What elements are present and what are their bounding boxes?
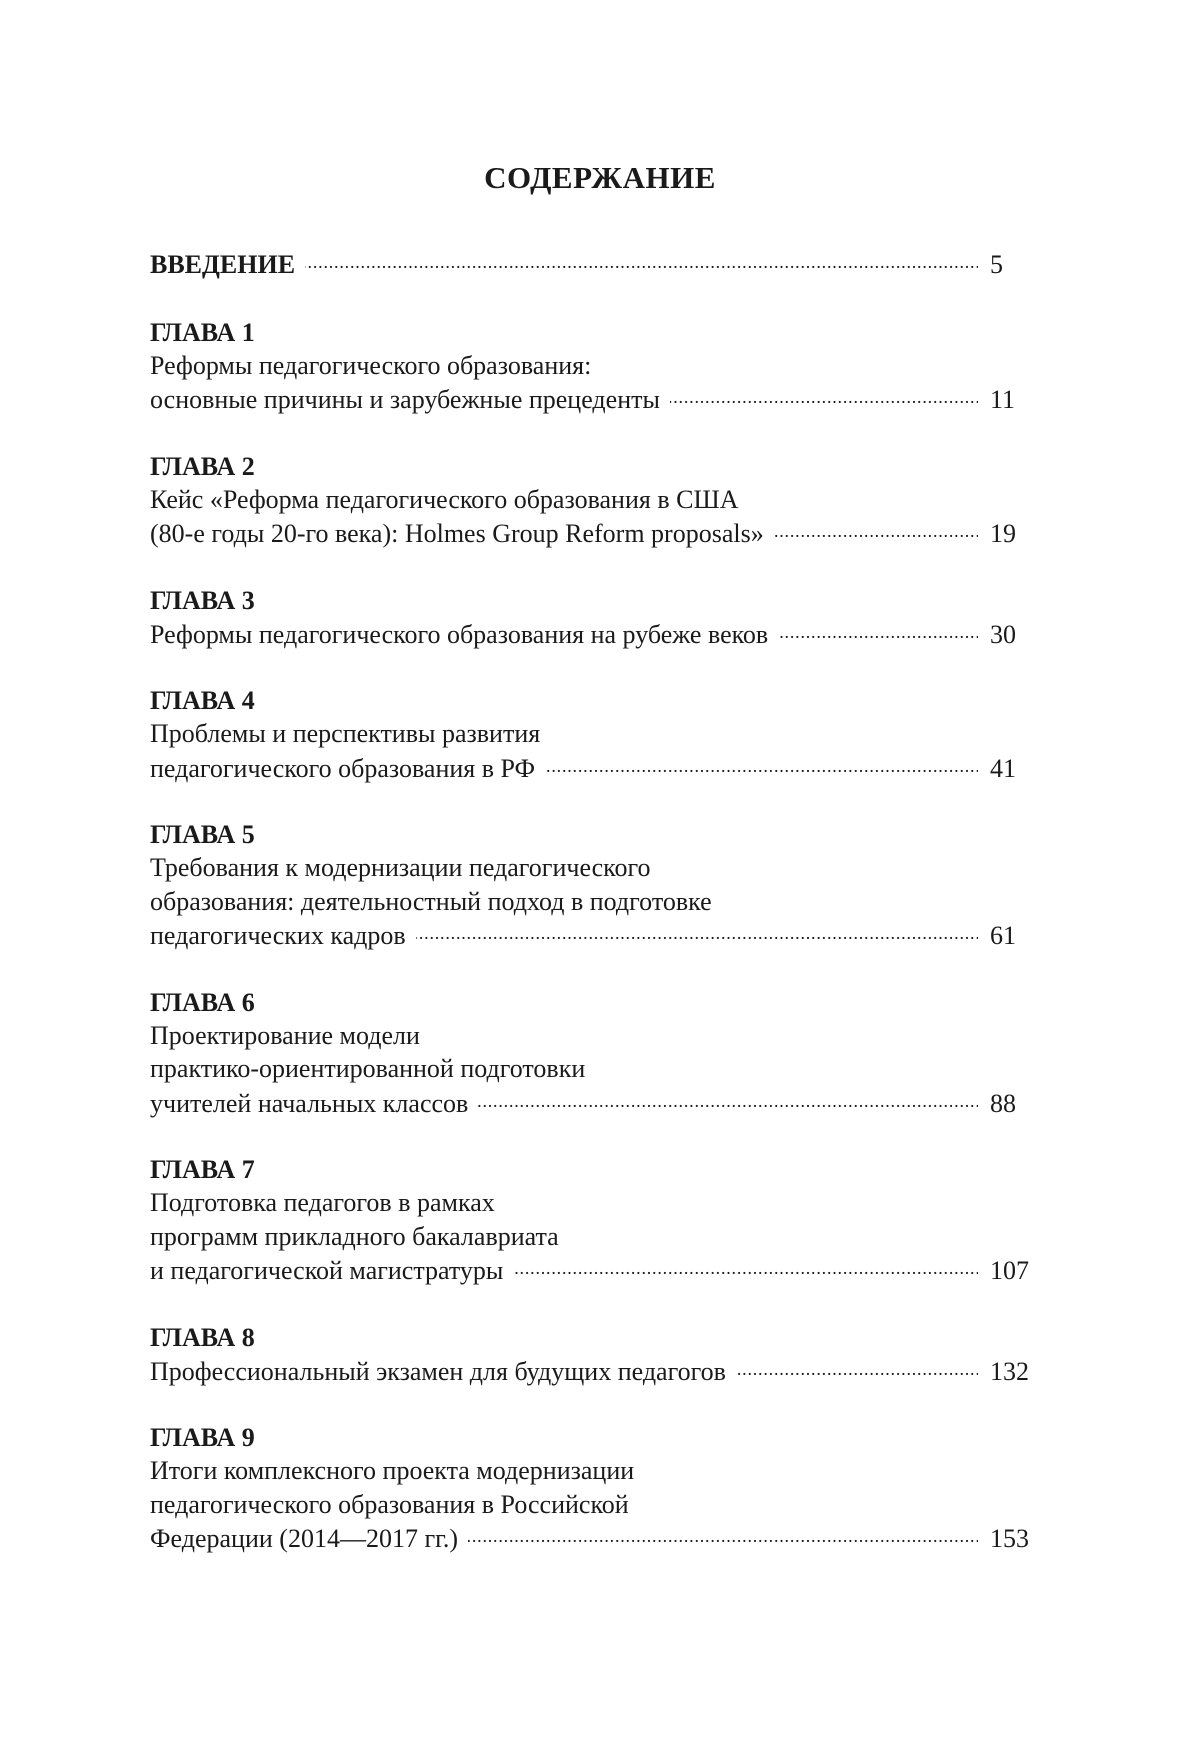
toc-entry-chapter-8[interactable]	[150, 1321, 1050, 1389]
chapter-label: ГЛАВА 1	[150, 317, 255, 347]
chapter-label: ГЛАВА 4	[150, 686, 255, 715]
toc-line	[150, 1521, 1050, 1556]
page-number: 153	[990, 1524, 1029, 1553]
page-number: 19	[990, 519, 1016, 548]
dot-leader	[416, 918, 978, 944]
chapter-title-line: Итоги комплексного проекта модернизации	[150, 1456, 635, 1485]
chapter-title-line: образования: деятельностный подход в подготовке	[150, 886, 712, 916]
table-of-contents	[150, 247, 1050, 1589]
chapter-title-line: Подготовка педагогов в рамках	[150, 1188, 495, 1217]
chapter-label: ГЛАВА 6	[150, 987, 255, 1017]
chapter-title-line: практико-ориентированной подготовки	[150, 1054, 586, 1083]
chapter-title-line: основные причины и зарубежные прецеденты	[150, 385, 660, 414]
dot-leader	[736, 1354, 978, 1380]
toc-line	[150, 1354, 1050, 1389]
dot-leader	[513, 1253, 978, 1279]
toc-line	[150, 516, 1050, 551]
toc-line	[150, 751, 1050, 786]
toc-entry-chapter-2[interactable]	[150, 450, 1050, 551]
dot-leader	[545, 751, 978, 777]
chapter-title-line: Проектирование модели	[150, 1020, 420, 1050]
chapter-title-line: Проблемы и перспективы развития	[150, 719, 541, 748]
page-number: 107	[990, 1256, 1029, 1285]
toc-line	[150, 1253, 1050, 1288]
chapter-title-line: педагогических кадров	[150, 921, 406, 950]
chapter-label: ГЛАВА 2	[150, 451, 255, 481]
chapter-title-line: Требования к модернизации педагогического	[150, 853, 651, 882]
chapter-title-line: программ прикладного бакалавриата	[150, 1221, 559, 1251]
chapter-title-line: Профессиональный экзамен для будущих педагогов	[150, 1356, 726, 1386]
toc-line	[150, 247, 1050, 282]
toc-line	[150, 918, 1050, 953]
chapter-label: ГЛАВА 9	[150, 1423, 255, 1452]
toc-entry-chapter-4[interactable]	[150, 684, 1050, 785]
toc-entry-chapter-7[interactable]	[150, 1153, 1050, 1288]
toc-line	[150, 617, 1050, 652]
dot-leader	[670, 382, 978, 408]
chapter-title-line: и педагогической магистратуры	[150, 1256, 504, 1285]
toc-entry-chapter-5[interactable]	[150, 818, 1050, 953]
toc-line	[150, 1086, 1050, 1121]
toc-entry-introduction[interactable]	[150, 247, 1050, 282]
dot-leader	[778, 617, 978, 643]
toc-entry-chapter-6[interactable]	[150, 986, 1050, 1121]
page-title: СОДЕРЖАНИЕ	[484, 160, 716, 195]
chapter-title-line: (80-е годы 20-го века): Holmes Group Reform proposals»	[150, 519, 764, 548]
page-number: 41	[990, 753, 1016, 783]
page-number: 11	[990, 385, 1016, 414]
page-number: 30	[990, 619, 1016, 649]
chapter-title-line: Федерации (2014—2017 гг.)	[150, 1524, 459, 1553]
dot-leader	[478, 1086, 978, 1112]
page-number: 5	[990, 250, 1003, 279]
chapter-title-line: педагогического образования в Российской	[150, 1489, 629, 1519]
chapter-title-line: Реформы педагогического образования:	[150, 350, 592, 380]
intro-label: ВВЕДЕНИЕ	[150, 250, 296, 279]
page-number: 132	[990, 1356, 1029, 1386]
chapter-title-line: Кейс «Реформа педагогического образования в США	[150, 484, 739, 514]
chapter-title-line: Реформы педагогического образования на рубеже веков	[150, 619, 769, 649]
dot-leader	[305, 247, 978, 273]
toc-line	[150, 382, 1050, 417]
chapter-label: ГЛАВА 5	[150, 820, 255, 849]
chapter-title-line: учителей начальных классов	[150, 1088, 469, 1118]
toc-entry-chapter-1[interactable]	[150, 316, 1050, 417]
dot-leader	[774, 516, 978, 542]
toc-entry-chapter-9[interactable]	[150, 1421, 1050, 1556]
chapter-title-line: педагогического образования в РФ	[150, 753, 536, 783]
dot-leader	[468, 1521, 978, 1547]
chapter-label: ГЛАВА 3	[150, 585, 255, 615]
toc-entry-chapter-3[interactable]	[150, 584, 1050, 652]
chapter-label: ГЛАВА 7	[150, 1155, 255, 1184]
chapter-label: ГЛАВА 8	[150, 1322, 255, 1352]
page-number: 88	[990, 1088, 1016, 1118]
page-number: 61	[990, 921, 1016, 950]
